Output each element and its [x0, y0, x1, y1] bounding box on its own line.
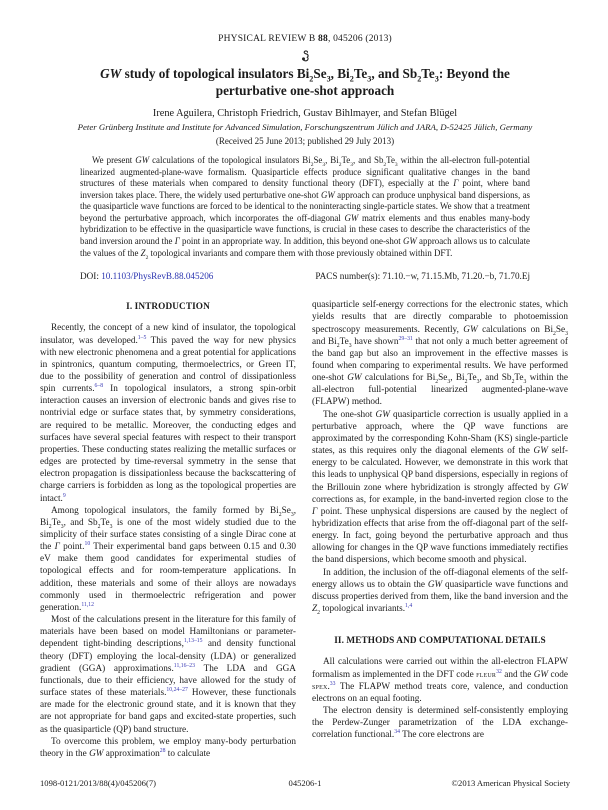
- two-column-body: [40, 299, 570, 773]
- body-paragraph: In addition, the inclusion of the off-diagonal elements of the self-energy allows us to obtain the GW quasiparticle wave functions and discuss properties derived from them, like the band inversion and the $Z_2$ topological invariants.$^{1,4}$: [312, 567, 568, 616]
- journal-header: PHYSICAL REVIEW B 88, 045206 (2013): [218, 34, 392, 44]
- paper-title: GW study of topological insulators $Bi_2Se_3$, $Bi_2Te_3$, and $Sb_2Te_3$: Beyond the perturbative one-shot approach: [100, 66, 510, 98]
- page-number: 045206-1: [288, 778, 322, 788]
- body-paragraph: The one-shot GW quasiparticle correction is usually applied in a perturbative approach, where the QP wave functions are approximated by the corresponding Kohn-Sham (KS) single-particle states, as this requires only the diagonal elements of the GW self-energy to be calculated. However, we demonstrate in this work that this leads to unphysical QP band dispersions, especially in regions of the Brillouin zone where hybridization is strongly affected by GW corrections as, for example, in the band-inverted region close to the Γ point. These unphysical dispersions are caused by the neglect of hybridization effects that arise from the off-diagonal part of the self-energy. In fact, going beyond the perturbative approach and thus allowing for changes in the QP wave functions immediately rectifies the band dispersions, which become smooth and physical.: [312, 409, 568, 566]
- section-heading-methods: II. METHODS AND COMPUTATIONAL DETAILS: [334, 636, 546, 647]
- doi-pacs-row: [80, 271, 530, 281]
- ornament-icon: [40, 49, 570, 64]
- page-footer: [40, 778, 570, 788]
- abstract: We present GW calculations of the topological insulators $Bi_2Se_3$, $Bi_2Te_3$, and $Sb_2Te_3$ within the all-electron full-potential linearized augmented-plane-wave formalism. Quasiparticle effects produce significant qualitative changes in the band structures of these materials when compared to density functional theory (DFT), especially at the Γ point, where band inversion takes place. There, the widely used perturbative one-shot GW approach can produce unphysical band dispersions, as the quasiparticle wave functions are forced to be identical to the noninteracting single-particle states. We show that a treatment beyond the perturbative approach, which incorporates the off-diagonal GW matrix elements and thus enables many-body hybridization to be effective in the quasiparticle wave functions, is crucial in these cases to describe the characteristics of the band inversion around the Γ point in an appropriate way. In addition, this beyond one-shot GW approach allows us to calculate the values of the $Z_2$ topological invariants and compare them with those previously obtained within DFT.: [80, 155, 531, 261]
- body-paragraph: The electron density is determined self-consistently employing the Perdew-Zunger parametrization of the LDA exchange-correlation functional.$^{34}$ The core electrons are: [312, 706, 568, 741]
- copyright: ©2013 American Physical Society: [451, 778, 570, 788]
- body-paragraph: Among topological insulators, the family formed by $Bi_2Se_3$, $Bi_2Te_3$, and $Sb_2Te_3$ is one of the most widely studied due to the simplicity of their surface states consisting of a single Dirac cone at the Γ point.$^{10}$ Their experimental band gaps between 0.15 and 0.30 eV make them good candidates for experimental studies of topological effects and for room-temperature applications. In addition, these materials and some of their alloys are nowadays commonly used in thermoelectric refrigeration and power generation.$^{11,12}$: [40, 505, 296, 613]
- doi-link[interactable]: 10.1103/PhysRevB.88.045206: [101, 271, 214, 282]
- doi-label: DOI:: [80, 271, 99, 282]
- author-list: Irene Aguilera, Christoph Friedrich, Gustav Bihlmayer, and Stefan Blügel: [152, 108, 458, 119]
- pacs-numbers: PACS number(s): 71.10.−w, 71.15.Mb, 71.20.−b, 71.70.Ej: [315, 271, 530, 282]
- issn-code: 1098-0121/2013/88(4)/045206(7): [40, 778, 157, 788]
- affiliation: Peter Grünberg Institute and Institute for Advanced Simulation, Forschungszentrum Jülich and JARA, D-52425 Jülich, Germany: [77, 122, 533, 132]
- body-paragraph: To overcome this problem, we employ many-body perturbation theory in the GW approximation$^{28}$ to calculate: [40, 736, 296, 759]
- section-heading-introduction: I. INTRODUCTION: [126, 302, 210, 313]
- received-dates: (Received 25 June 2013; published 29 July 2013): [215, 136, 395, 146]
- body-paragraph: quasiparticle self-energy corrections for the electronic states, which yields results that are directly comparable to photoemission spectroscopy measurements. Recently, GW calculations on $Bi_2Se_3$ and $Bi_2Te_3$ have shown$^{29-31}$ that not only a much better agreement of the band gap but also an improvement in the effective masses is found when comparing to experimental results. We have performed one-shot GW calculations for $Bi_2Se_3$, $Bi_2Te_3$, and $Sb_2Te_3$ within the all-electron full-potential linearized augmented-plane-wave (FLAPW) method.: [312, 300, 569, 408]
- right-column: [312, 299, 568, 773]
- body-paragraph: Most of the calculations present in the literature for this family of materials have been based on model Hamiltonians or parameter-dependent tight-binding descriptions,$^{1,13-15}$ and density functional theory (DFT) employing the local-density (LDA) or generalized gradient (GGA) approximations.$^{11,16-23}$ The LDA and GGA functionals, due to their efficiency, have allowed for the study of surface states of these materials.$^{10,24-27}$ However, these functionals are made for the electronic ground state, and it is known that they are not appropriate for band gaps and excited-state properties, such as the quasiparticle (QP) band structure.: [40, 615, 296, 735]
- doi-line: [80, 271, 213, 281]
- body-paragraph: All calculations were carried out within the all-electron FLAPW formalism as implemented in the DFT code fleur$^{32}$ and the GW code spex.$^{33}$ The FLAPW method treats core, valence, and conduction electrons on an equal footing.: [312, 657, 568, 704]
- left-column: [40, 299, 296, 773]
- body-paragraph: Recently, the concept of a new kind of insulator, the topological insulator, was developed.$^{1-5}$ This paved the way for new physics with new electronic phenomena and a great potential for applications in spintronics, quantum computing, thermoelectrics, or Green IT, due to the possibility of generation and control of dissipationless spin currents.$^{6-8}$ In topological insulators, a strong spin-orbit interaction causes an inversion of electronic bands and gives rise to nontrivial edge or surface states that, by symmetry considerations, are required to be metallic. Moreover, the conducting edges and surfaces have several special features with respect to their transport properties. These conducting states realizing the metallic surfaces or edges are protected by time-reversal symmetry in the sense that electron propagation is dissipationless because the backscattering of charge carriers is forbidden as long as the topological properties are intact.$^9$: [40, 323, 296, 504]
